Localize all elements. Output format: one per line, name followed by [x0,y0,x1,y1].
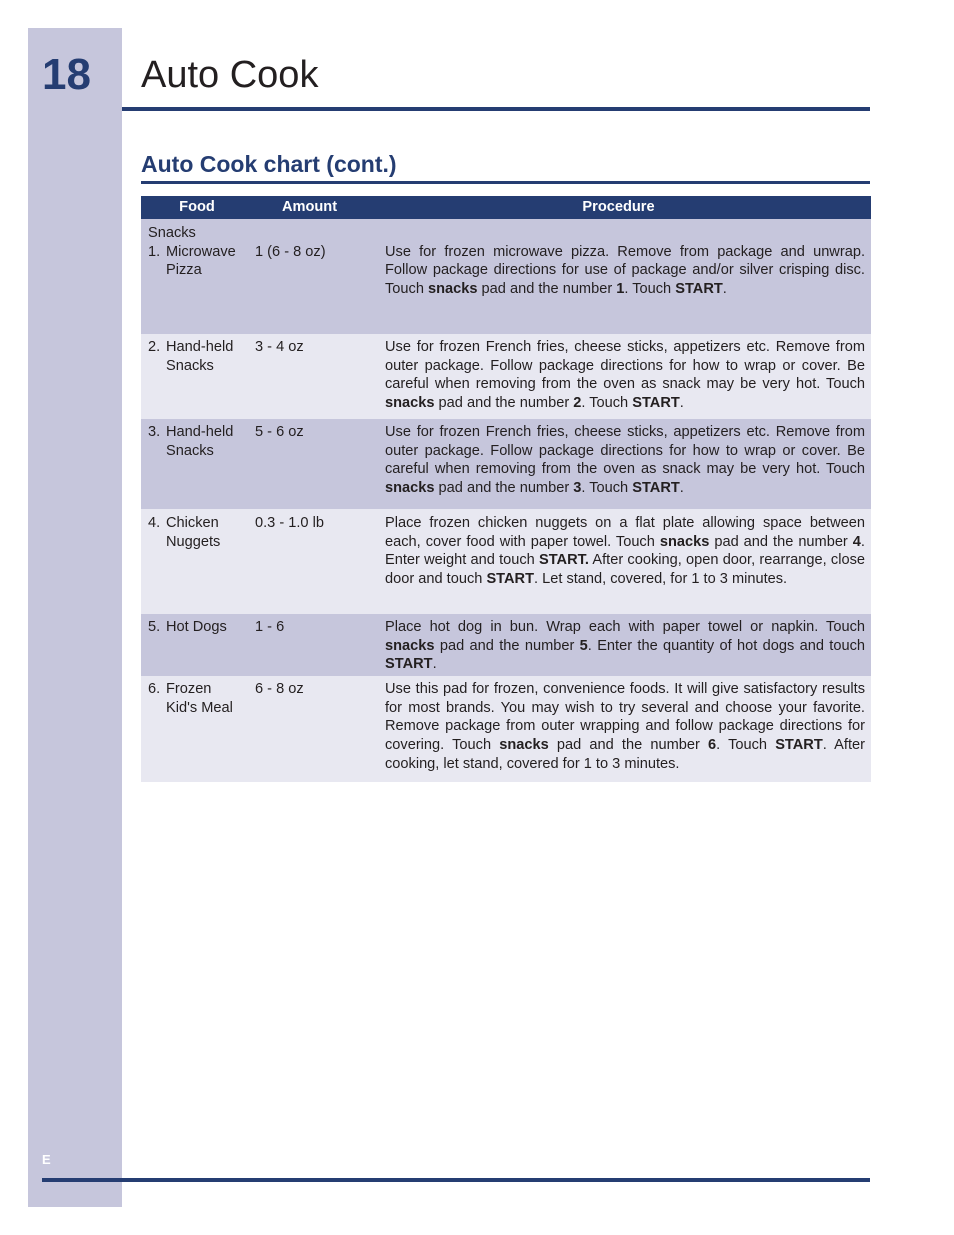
header-divider [122,107,870,111]
food-name-cont: Snacks [166,357,214,374]
table-row [141,614,871,676]
food-name: Chicken [166,515,219,531]
amount-cell: 5 - 6 oz [253,419,366,509]
side-band [28,28,122,1207]
item-number: 1. [148,243,161,260]
food-name-cont: Pizza [166,262,202,279]
section-divider [141,181,870,184]
table-row [141,334,871,419]
food-cell [141,509,253,614]
table-row [141,676,871,782]
food-name: Hot Dogs [166,619,227,635]
item-number: 6. [148,681,161,697]
item-number: 2. [148,339,161,355]
food-name: Hand-held [166,339,234,355]
procedure-cell: Use this pad for frozen, convenience foods. It will give satisfactory results for most brands. You may wish to try several and choose your favorite. Remove package from outer wrapping and follow package directions for covering. Touch snacks pad and the number 6. Touch START. After cooking, let stand, covered for 1 to 3 minutes. [366,676,871,782]
group-label: Snacks [148,225,196,241]
page-title: Auto Cook [141,54,319,96]
procedure-cell: Place hot dog in bun. Wrap each with paper towel or napkin. Touch snacks pad and the number 5. Enter the quantity of hot dogs and touch START. [366,614,871,676]
page-number: 18 [42,50,91,99]
table-row [141,219,871,334]
procedure-cell: Use for frozen French fries, cheese sticks, appetizers etc. Remove from outer package. Follow package directions for how to wrap or cover. Be careful when removing from the oven as snack may be very hot. Touch snacks pad and the number 2. Touch START. [366,334,871,419]
food-name-cont: Snacks [166,442,214,459]
chart-header-row [141,196,871,219]
amount-cell: 3 - 4 oz [253,334,366,419]
amount-cell: 6 - 8 oz [253,676,366,782]
item-number: 4. [148,515,161,531]
amount-cell: 1 (6 - 8 oz) [253,219,366,334]
food-name: Hand-held [166,424,234,440]
food-cell [141,334,253,419]
food-cell [141,614,253,676]
column-header-food: Food [141,196,253,219]
food-cell [141,419,253,509]
procedure-cell: Use for frozen microwave pizza. Remove from package and unwrap. Follow package directions for use of package and/or silver crisping disc. Touch snacks pad and the number 1. Touch START. [366,219,871,334]
food-cell [141,219,253,334]
table-row [141,509,871,614]
section-heading: Auto Cook chart (cont.) [141,151,397,177]
item-number: 3. [148,424,161,440]
amount-cell: 0.3 - 1.0 lb [253,509,366,614]
column-header-amount: Amount [253,196,366,219]
food-cell [141,676,253,782]
food-name-cont: Kid's Meal [166,699,233,716]
food-name: Microwave [166,243,236,260]
table-row [141,419,871,509]
auto-cook-chart [141,196,871,782]
procedure-cell: Use for frozen French fries, cheese sticks, appetizers etc. Remove from outer package. Follow package directions for how to wrap or cover. Be careful when removing from the oven as snack may be very hot. Touch snacks pad and the number 3. Touch START. [366,419,871,509]
footer-divider [42,1178,870,1182]
food-name: Frozen [166,681,212,697]
footer-language-letter: E [42,1152,51,1167]
food-name-cont: Nuggets [166,533,221,550]
procedure-cell: Place frozen chicken nuggets on a flat plate allowing space between each, cover food with paper towel. Touch snacks pad and the number 4. Enter weight and touch START. After cooking, open door, rearrange, close door and touch START. Let stand, covered, for 1 to 3 minutes. [366,509,871,614]
amount-cell: 1 - 6 [253,614,366,676]
item-number: 5. [148,619,161,635]
column-header-procedure: Procedure [366,196,871,219]
